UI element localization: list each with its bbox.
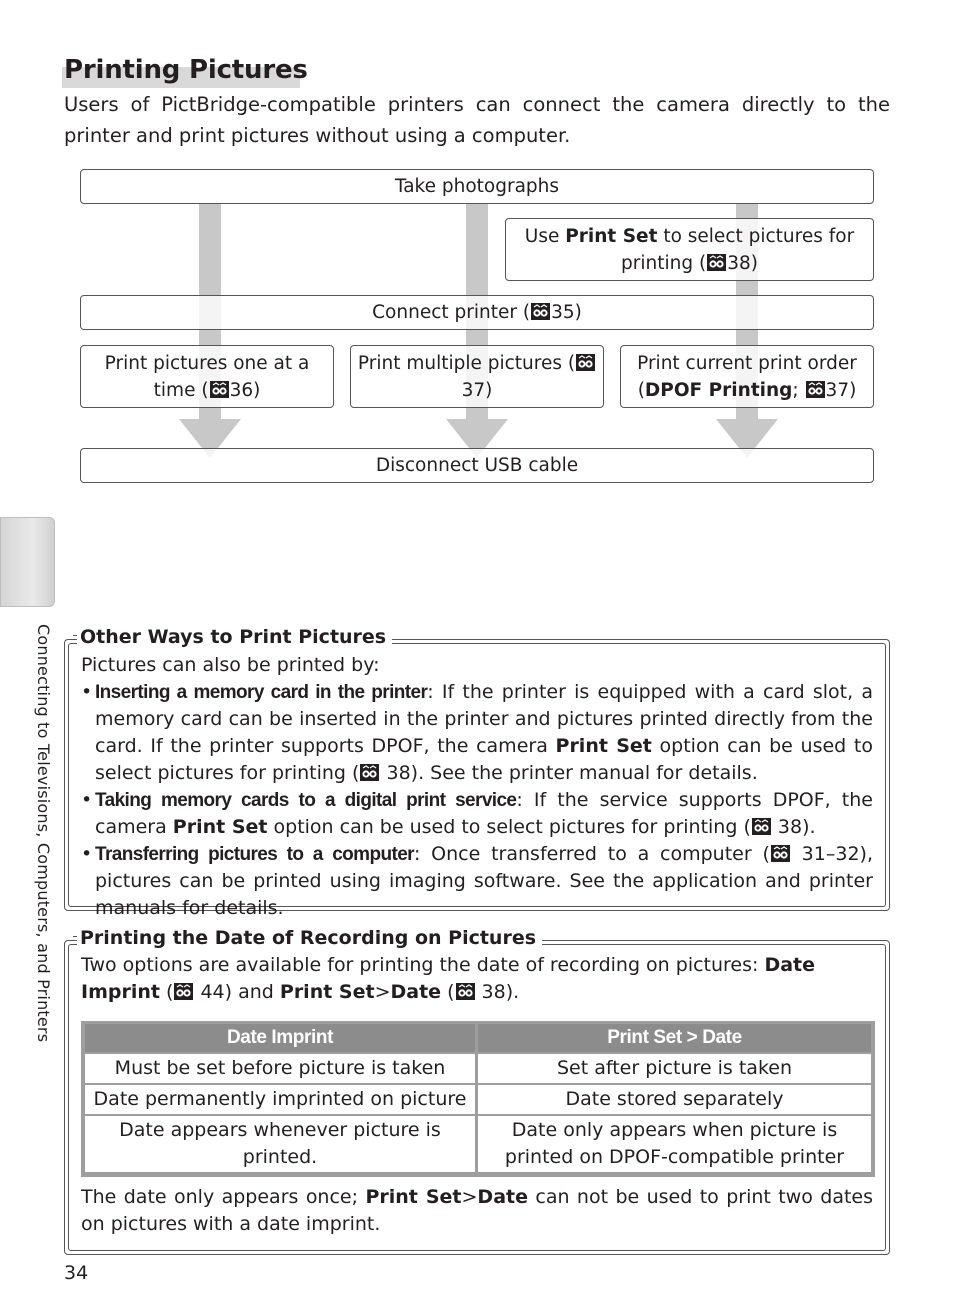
flow-step-print-one: [80, 345, 334, 408]
flow-step-print-multiple: [350, 345, 604, 408]
menu-option-name: Print Set: [565, 225, 658, 247]
panel-footer: [81, 1184, 873, 1238]
text: 44) and: [194, 981, 280, 1003]
page-reference-icon: [771, 845, 790, 862]
intro-paragraph: Users of PictBridge-compatible printers can connect the camera directly to the printer and print pictures without using a computer.: [64, 93, 890, 147]
bullet-heading: Transferring pictures to a computer: [95, 844, 414, 865]
text: 31–32), pictures can be printed using imaging software. See the application and printer manuals for details.: [95, 843, 873, 919]
text: 38).: [475, 981, 520, 1003]
flow-step-label: [506, 223, 873, 277]
comparison-table: [85, 1024, 871, 1172]
table-row: [85, 1114, 871, 1172]
bullet-heading: Inserting a memory card in the printer: [95, 682, 428, 703]
list-item: [81, 679, 873, 787]
table-cell: Set after picture is taken: [478, 1052, 871, 1083]
table-cell: Date permanently imprinted on picture: [85, 1083, 478, 1114]
flow-step-print-set: [505, 218, 874, 281]
other-ways-panel: [64, 626, 890, 919]
page-reference-icon: [531, 303, 550, 320]
text: ;: [792, 379, 799, 401]
flow-step-label: [366, 299, 588, 326]
menu-option-name: Date: [477, 1186, 528, 1208]
page-reference-icon: [456, 983, 475, 1000]
panel-intro-text: [81, 952, 873, 1006]
chapter-label: Connecting to Televisions, Computers, and Printers: [34, 624, 53, 1043]
flow-step-take-photos: [80, 169, 874, 204]
menu-option-name: Date Imprint: [81, 954, 816, 1003]
flow-step-disconnect: [80, 448, 874, 483]
menu-option-name: Print Set: [172, 816, 268, 838]
panel-footer-text: [81, 1184, 873, 1238]
page-reference-icon: [576, 354, 595, 371]
text: Use: [524, 225, 566, 247]
text: 38).: [771, 816, 816, 838]
text: : If the service supports DPOF, the camera: [95, 789, 873, 838]
text: option can be used to select pictures for printing (: [267, 816, 751, 838]
text: 37): [461, 379, 493, 401]
text: can not be used to print two dates on pictures with a date imprint.: [81, 1186, 874, 1235]
list-item: [81, 787, 873, 841]
date-printing-panel: [64, 927, 890, 1255]
panel-title: Other Ways to Print Pictures: [77, 626, 392, 648]
menu-option-name: Print Set: [279, 981, 375, 1003]
menu-option-name: Print Set: [365, 1186, 462, 1208]
text: to select pictures for printing (: [621, 225, 855, 274]
panel-title: Printing the Date of Recording on Pictures: [77, 927, 542, 949]
flow-step-label: [621, 350, 873, 404]
menu-option-name: Date: [390, 981, 442, 1003]
flow-step-label: Disconnect USB cable: [375, 455, 579, 476]
flow-step-label: [351, 350, 603, 404]
table-header-row: [85, 1024, 871, 1052]
text: Print pictures one at a time (: [104, 352, 310, 401]
text: 35): [551, 302, 582, 323]
text: (: [159, 981, 174, 1003]
page-title: Printing Pictures: [64, 55, 308, 85]
text: 36): [229, 379, 261, 401]
page-reference-icon: [707, 254, 726, 271]
text: : If the printer is equipped with a card slot, a memory card can be inserted in the printer and pictures printed directly from the card. If the printer supports DPOF, the camera: [95, 681, 873, 757]
flow-step-label: [81, 350, 333, 404]
table-cell: Date appears whenever picture is printed.: [85, 1114, 478, 1172]
table-header-cell: Print Set > Date: [478, 1024, 871, 1052]
table-cell: Date only appears when picture is printed on DPOF-compatible printer: [478, 1114, 871, 1172]
flow-step-label: Take photographs: [394, 176, 560, 197]
panel-lead: Pictures can also be printed by:: [81, 654, 380, 676]
text: 38): [727, 252, 758, 274]
table-cell: Must be set before picture is taken: [85, 1052, 478, 1083]
comparison-table-frame: [81, 1021, 875, 1177]
text: option can be used to select pictures for printing (: [95, 735, 873, 784]
page-reference-icon: [752, 818, 771, 835]
page-reference-icon: [806, 381, 825, 398]
panel-intro: [81, 952, 873, 1006]
text: Two options are available for printing the date of recording on pictures:: [81, 954, 765, 976]
text: Connect printer (: [372, 302, 531, 323]
panel-body: [81, 652, 873, 922]
bullet-heading: Taking memory cards to a digital print service: [95, 790, 517, 811]
table-row: [85, 1083, 871, 1114]
flow-step-print-order: [620, 345, 874, 408]
table-row: [85, 1052, 871, 1083]
text: >: [461, 1186, 478, 1208]
menu-option-name: DPOF Printing: [644, 379, 793, 401]
page-reference-icon: [210, 381, 229, 398]
table-cell: Date stored separately: [478, 1083, 871, 1114]
text: 38). See the printer manual for details.: [380, 762, 758, 784]
menu-option-name: Print Set: [555, 735, 652, 757]
text: The date only appears once;: [81, 1186, 366, 1208]
page-reference-icon: [360, 764, 379, 781]
list-item: [81, 841, 873, 922]
chapter-tab: [0, 517, 55, 607]
text: 37): [825, 379, 857, 401]
text: >: [374, 981, 391, 1003]
table-header-cell: Date Imprint: [85, 1024, 478, 1052]
text: Print current print order (: [637, 352, 857, 401]
page-number: 34: [64, 1262, 89, 1284]
text: : Once transferred to a computer (: [413, 843, 770, 865]
text: (: [441, 981, 455, 1003]
text: Print multiple pictures (: [357, 352, 576, 374]
page-reference-icon: [174, 983, 193, 1000]
flow-step-connect-printer: [80, 295, 874, 330]
